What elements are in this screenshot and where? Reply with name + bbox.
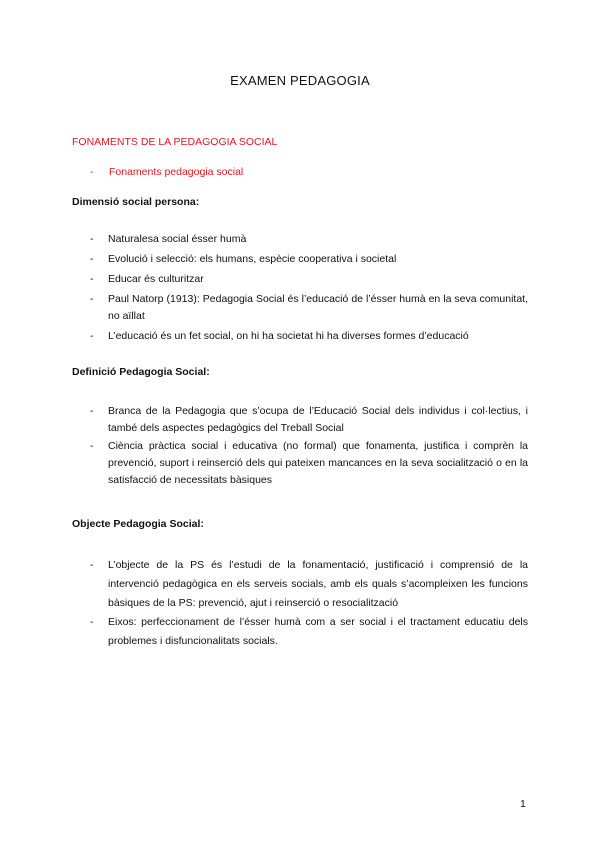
list-item	[90, 556, 528, 613]
list-item	[90, 438, 528, 489]
list-item	[90, 271, 528, 288]
bullet-dash: -	[90, 616, 94, 628]
heading-objecte: Objecte Pedagogia Social:	[72, 518, 204, 530]
list-item-text: Ciència pràctica social i educativa (no formal) que fonamenta, justifica i comprèn la prevenció, suport i reinserció dels qui pateixen mancances en la seva socialització o en la satisfacció de necessitats bàsiques	[108, 440, 528, 486]
bullet-dash: -	[90, 440, 94, 452]
list-item	[90, 231, 528, 248]
bullet-dash: -	[90, 273, 94, 285]
list-objecte	[90, 556, 528, 651]
list-item	[90, 291, 528, 325]
list-item-text: Branca de la Pedagogia que s’ocupa de l’Educació Social dels individus i col·lectius, i també dels aspectes pedagògics del Treball Social	[108, 405, 528, 434]
list-definicio	[90, 403, 528, 489]
sub-item-label: Fonaments pedagogia social	[109, 166, 244, 178]
bullet-dash: -	[90, 233, 94, 245]
page-number: 1	[520, 798, 526, 810]
bullet-dash: -	[90, 166, 94, 178]
list-item-text: Educar és culturitzar	[108, 273, 204, 285]
list-item-text: Naturalesa social ésser humà	[108, 233, 247, 245]
list-item	[90, 403, 528, 437]
list-item	[90, 328, 528, 345]
section-title: FONAMENTS DE LA PEDAGOGIA SOCIAL	[72, 136, 278, 148]
bullet-dash: -	[90, 293, 94, 305]
bullet-dash: -	[90, 559, 94, 571]
list-item-text: Eixos: perfeccionament de l’ésser humà com a ser social i el tractament educatiu dels problemes i disfuncionalitats socials.	[108, 616, 528, 647]
bullet-dash: -	[90, 405, 94, 417]
bullet-dash: -	[90, 253, 94, 265]
list-item-text: L’educació és un fet social, on hi ha societat hi ha diverses formes d’educació	[108, 330, 469, 342]
heading-definicio: Definició Pedagogia Social:	[72, 366, 210, 378]
list-dimensio-social	[90, 231, 528, 345]
list-item-text: Paul Natorp (1913): Pedagogia Social és l’educació de l’ésser humà en la seva comunitat, no aïllat	[108, 293, 528, 322]
list-item-text: L’objecte de la PS és l’estudi de la fonamentació, justificació i comprensió de la intervenció pedagògica en els serveis socials, amb els quals s’acompleixen les funcions bàsiques de la PS: prevenció, ajut i reinserció o resocialització	[108, 559, 528, 609]
bullet-dash: -	[90, 330, 94, 342]
list-item-text: Evolució i selecció: els humans, espècie cooperativa i societal	[108, 253, 397, 265]
list-item	[90, 251, 528, 268]
list-item	[90, 613, 528, 651]
heading-dimensio-social: Dimensió social persona:	[72, 196, 200, 208]
page-title: EXAMEN PEDAGOGIA	[230, 73, 370, 88]
